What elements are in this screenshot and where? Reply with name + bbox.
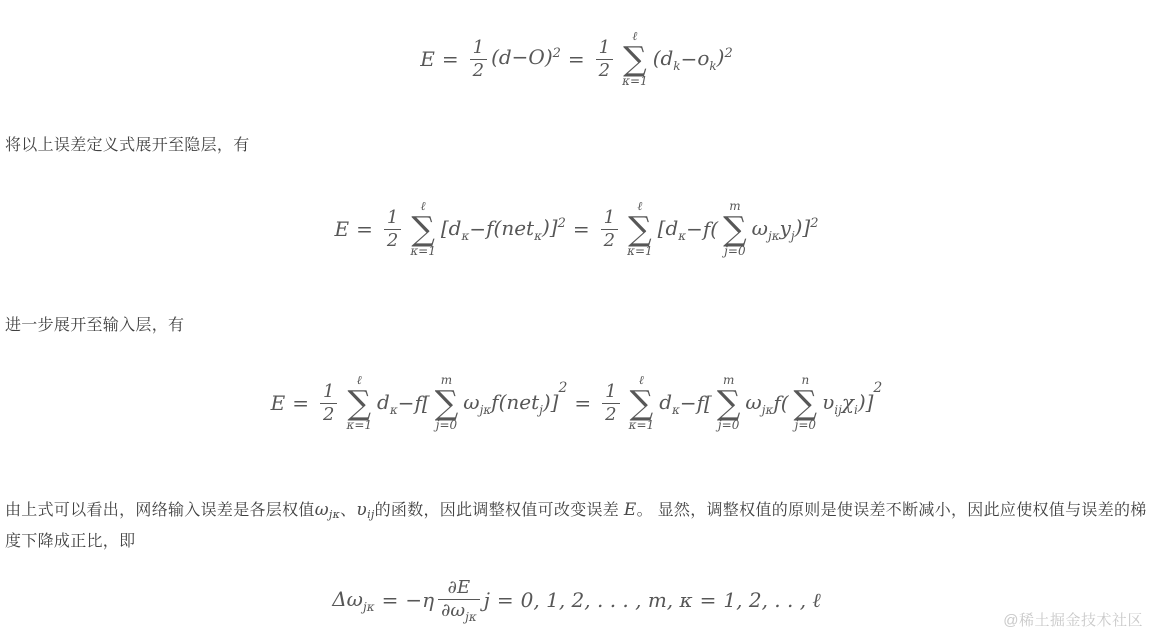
text-expand-input-layer: 进一步展开至输入层，有 bbox=[5, 317, 185, 334]
formula-error-hidden-layer: E = $\frac{1}{2}$ ℓ ∑ κ=1 [$d_\kappa$ − f(net$_\kappa$ )]$^2$ = $\frac{1}{2}$ ℓ ∑ κ=1 [$d_\kappa$ − f( m ∑ j=0 $\omega_{j\kappa}$ $y_j$ )]$^2$ bbox=[334, 199, 819, 258]
paragraph-weight-adjustment: 由上式可以看出，网络输入误差是各层权值$\omega_{j\kappa}$、$\upsilon_{ij}$的函数，因此调整权值可改变误差 E。 显然，调整权值的原则是使误差不断减小，因此应使权值与误差的梯度下降成正比，即 bbox=[5, 500, 1147, 550]
formula-error-definition: E = $\frac{1}{2}$ $(d-O)^2$ = $\frac{1}{2}$ ℓ ∑ κ=1 ($d_k$ − $o_k$ )$^2$ bbox=[420, 29, 733, 88]
text-expand-hidden-layer: 将以上误差定义式展开至隐层，有 bbox=[5, 137, 250, 154]
formula-error-input-layer: E = $\frac{1}{2}$ ℓ ∑ κ=1 $d_\kappa$ − f[ m ∑ j=0 $\omega_{j\kappa}$ f(net$_j$ )]$^2$ = $\frac{1}{2}$ ℓ ∑ κ=1 $d_\kappa$ − f[ m ∑ j=0 $\omega_{j\kappa}$ f( n ∑ j=0 $\upsilon_{ij}$ $\chi_i$ )]$^2$ bbox=[270, 373, 883, 432]
watermark: @稀土掘金技术社区 bbox=[1003, 612, 1143, 629]
formula-weight-update-rule: $\Delta\omega_{j\kappa}$ = −η ∂E $\partial\omega_{j\kappa}$ j = 0, 1, 2, . . . , m, κ = 1, 2, . . , ℓ bbox=[332, 577, 821, 624]
